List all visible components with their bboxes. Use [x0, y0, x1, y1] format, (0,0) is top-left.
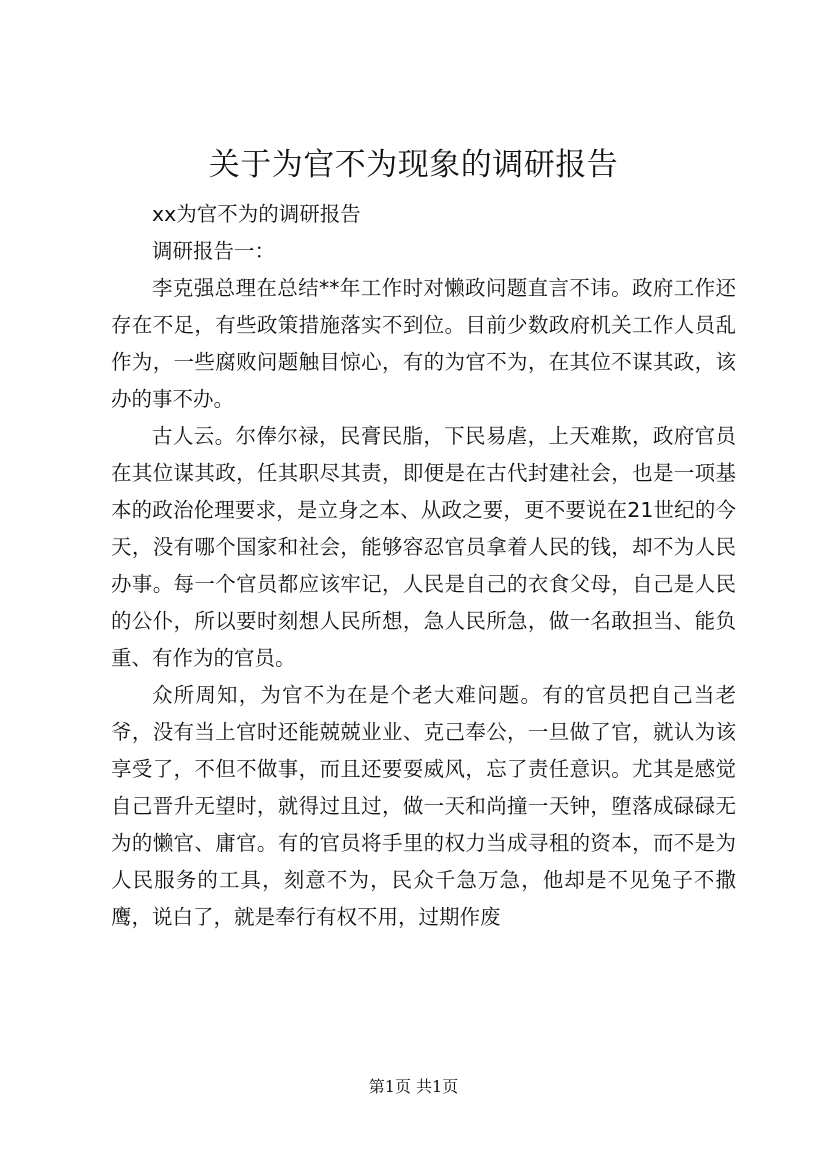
paragraph-section-heading: 调研报告一： — [152, 239, 275, 263]
paragraph-subtitle: xx为官不为的调研报告 — [152, 202, 361, 226]
document-title: 关于为官不为现象的调研报告 — [208, 147, 619, 183]
page-footer: 第1页 共1页 — [368, 1077, 459, 1096]
document-body — [111, 196, 736, 936]
paragraph-1: 李克强总理在总结**年工作时对懒政问题直言不讳。政府工作还存在不足，有些政策措施落实不到位。目前少数政府机关工作人员乱作为，一些腐败问题触目惊心，有的为官不为，在其位不谋其政，该办的事不办。 — [111, 276, 736, 411]
paragraph-3: 众所周知，为官不为在是个老大难问题。有的官员把自己当老爷，没有当上官时还能兢兢业业、克己奉公，一旦做了官，就认为该享受了，不但不做事，而且还要耍威风，忘了责任意识。尤其是感觉自己晋升无望时，就得过且过，做一天和尚撞一天钟，堕落成碌碌无为的懒官、庸官。有的官员将手里的权力当成寻租的资本，而不是为人民服务的工具，刻意不为，民众千急万急，他却是不见兔子不撒鹰，说白了，就是奉行有权不用，过期作废 — [111, 683, 736, 929]
paragraph-2: 古人云。尔俸尔禄，民膏民脂，下民易虐，上天难欺，政府官员在其位谋其政，任其职尽其责，即便是在古代封建社会，也是一项基本的政治伦理要求，是立身之本、从政之要，更不要说在21世纪的今天，没有哪个国家和社会，能够容忍官员拿着人民的钱，却不为人民办事。每一个官员都应该牢记，人民是自己的衣食父母，自己是人民的公仆，所以要时刻想人民所想，急人民所急，做一名敢担当、能负重、有作为的官员。 — [111, 424, 736, 670]
